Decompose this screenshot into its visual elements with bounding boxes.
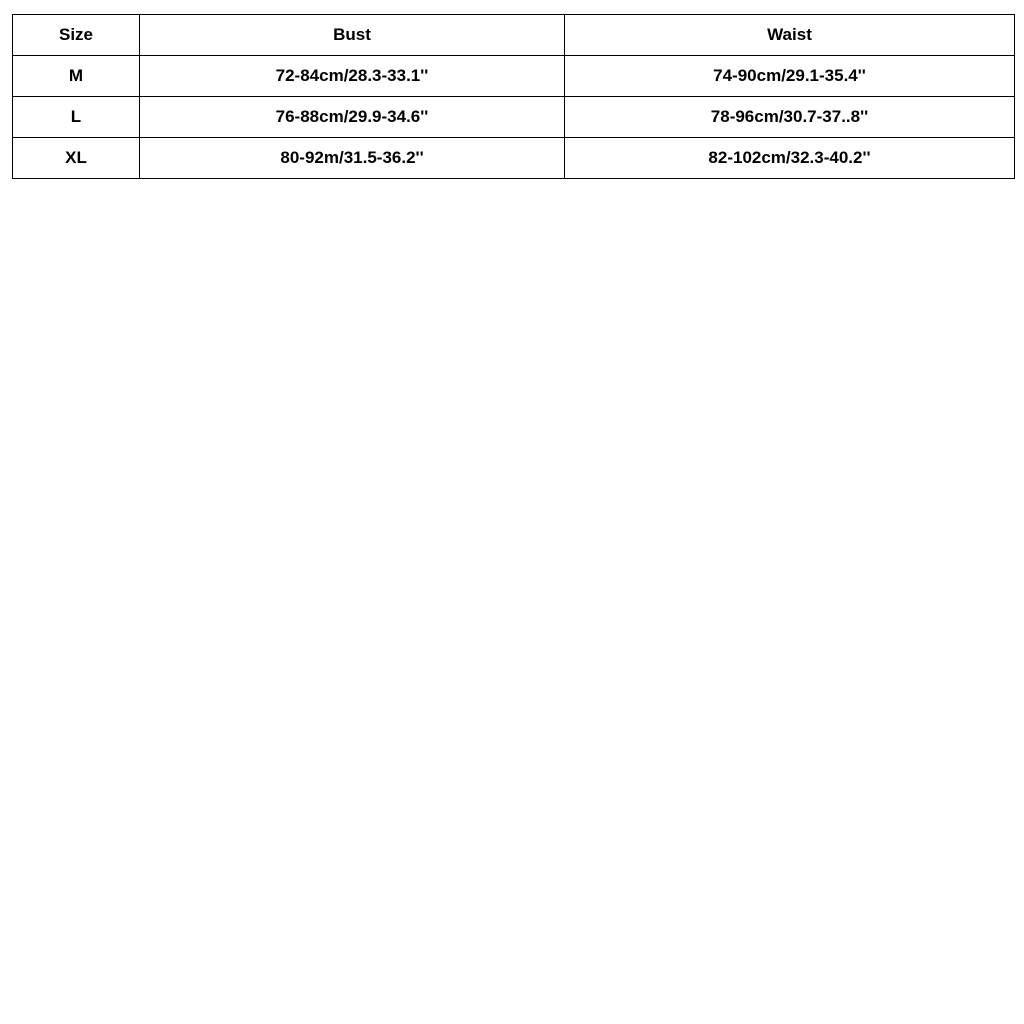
header-waist: Waist <box>565 15 1015 56</box>
size-chart-header <box>13 15 1015 56</box>
table-row <box>13 138 1015 179</box>
bust-cell: 76-88cm/29.9-34.6'' <box>140 97 565 138</box>
header-size: Size <box>13 15 140 56</box>
bust-cell: 80-92m/31.5-36.2'' <box>140 138 565 179</box>
header-row <box>13 15 1015 56</box>
size-cell: M <box>13 56 140 97</box>
waist-cell: 74-90cm/29.1-35.4'' <box>565 56 1015 97</box>
table-row <box>13 97 1015 138</box>
size-cell: L <box>13 97 140 138</box>
header-bust: Bust <box>140 15 565 56</box>
bust-cell: 72-84cm/28.3-33.1'' <box>140 56 565 97</box>
size-chart-body <box>13 56 1015 179</box>
waist-cell: 78-96cm/30.7-37..8'' <box>565 97 1015 138</box>
size-cell: XL <box>13 138 140 179</box>
waist-cell: 82-102cm/32.3-40.2'' <box>565 138 1015 179</box>
size-chart-table <box>12 14 1015 179</box>
table-row <box>13 56 1015 97</box>
